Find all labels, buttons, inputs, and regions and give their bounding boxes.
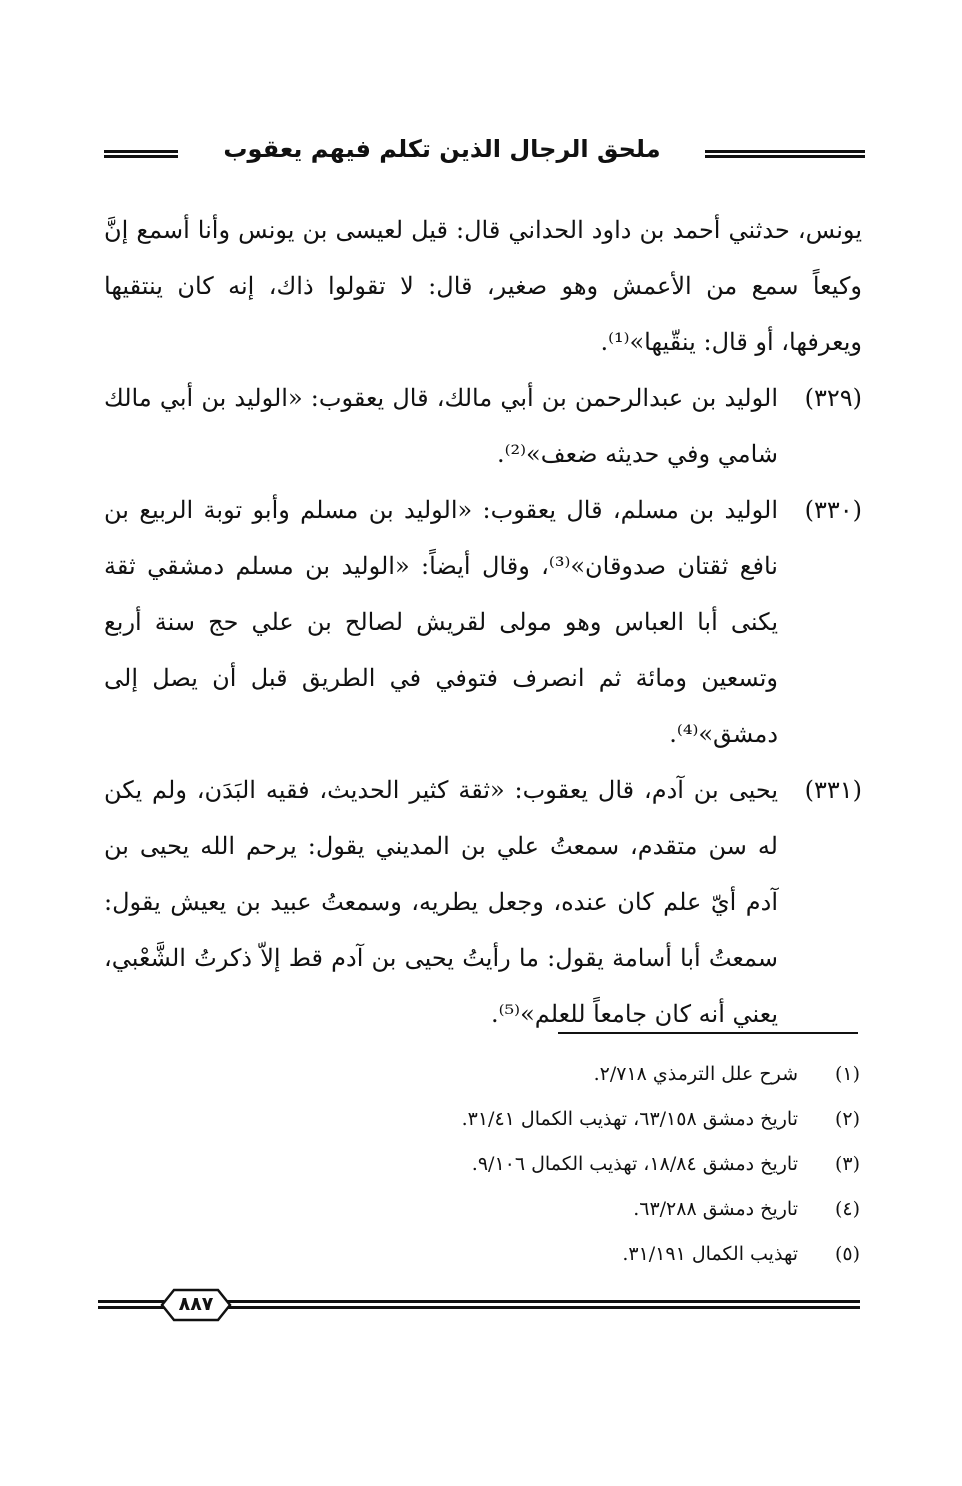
footnote-2 bbox=[300, 1097, 860, 1142]
footnote-number: (٥) bbox=[834, 1243, 860, 1265]
footnote-number: (١) bbox=[834, 1063, 860, 1085]
footer-rule-right bbox=[226, 1300, 860, 1309]
footnote-text: شرح علل الترمذي ٢/٧١٨. bbox=[593, 1063, 798, 1085]
footnote-3 bbox=[300, 1142, 860, 1187]
entry-text: الوليد بن عبدالرحمن بن أبي مالك، قال يعقوب: «الوليد بن أبي مالك شامي وفي حديثه ضعف»⁽²⁾. bbox=[104, 384, 778, 468]
page-number-badge bbox=[160, 1288, 232, 1322]
footnote-4 bbox=[300, 1187, 860, 1232]
footnote-text: تاريخ دمشق ٦٣/٢٨٨. bbox=[633, 1198, 798, 1220]
footnote-number: (٣) bbox=[834, 1153, 860, 1175]
entry-331 bbox=[104, 762, 862, 1042]
footnotes bbox=[300, 1052, 860, 1277]
entry-text: الوليد بن مسلم، قال يعقوب: «الوليد بن مسلم وأبو توبة الربيع بن نافع ثقتان صدوقان»⁽³⁾، وقال أيضاً: «الوليد بن مسلم دمشقي ثقة يكنى أبا العباس وهو مولى لقريش لصالح بن علي حج سنة أربع وتسعين ومائة ثم انصرف فتوفي في الطريق قبل أن يصل إلى دمشق»⁽⁴⁾. bbox=[104, 496, 778, 748]
page-number: ٨٨٧ bbox=[178, 1293, 214, 1315]
footnote-number: (٢) bbox=[834, 1108, 860, 1130]
entry-number: (٣٢٩) bbox=[804, 384, 862, 412]
footnote-separator bbox=[558, 1032, 858, 1034]
intro-paragraph: يونس، حدثني أحمد بن داود الحداني قال: قيل لعيسى بن يونس وأنا أسمع إنَّ وكيعاً سمع من الأعمش وهو صغير، قال: لا تقولوا ذاك، إنه كان ينتقيها ويعرفها، أو قال: ينقّيها»⁽¹⁾. bbox=[104, 216, 862, 356]
footnote-text: تهذيب الكمال ٣١/١٩١. bbox=[622, 1243, 798, 1265]
footnote-5 bbox=[300, 1232, 860, 1277]
entry-330 bbox=[104, 482, 862, 762]
header-rule-left bbox=[104, 150, 178, 158]
footnote-text: تاريخ دمشق ١٨/٨٤، تهذيب الكمال ٩/١٠٦. bbox=[471, 1153, 798, 1175]
entry-number: (٣٣٠) bbox=[804, 496, 862, 524]
running-header-title: ملحق الرجال الذين تكلم فيهم يعقوب bbox=[223, 135, 661, 163]
entry-number: (٣٣١) bbox=[804, 776, 862, 804]
body-text bbox=[104, 202, 862, 1042]
footer-rule-left bbox=[98, 1300, 164, 1309]
footnote-text: تاريخ دمشق ٦٣/١٥٨، تهذيب الكمال ٣١/٤١. bbox=[461, 1108, 798, 1130]
footnote-1 bbox=[300, 1052, 860, 1097]
header-rule-right bbox=[705, 150, 865, 158]
footnote-number: (٤) bbox=[834, 1198, 860, 1220]
entry-329 bbox=[104, 370, 862, 482]
entry-text: يحيى بن آدم، قال يعقوب: «ثقة كثير الحديث، فقيه البَدَن، ولم يكن له سن متقدم، سمعتُ علي بن المديني يقول: يرحم الله يحيى بن آدم أيّ علم كان عنده، وجعل يطريه، وسمعتُ عبيد بن يعيش يقول: سمعتُ أبا أسامة يقول: ما رأيتُ يحيى بن آدم قط إلاّ ذكرتُ الشَّعْبي، يعني أنه كان جامعاً للعلم»⁽⁵⁾. bbox=[104, 776, 778, 1028]
